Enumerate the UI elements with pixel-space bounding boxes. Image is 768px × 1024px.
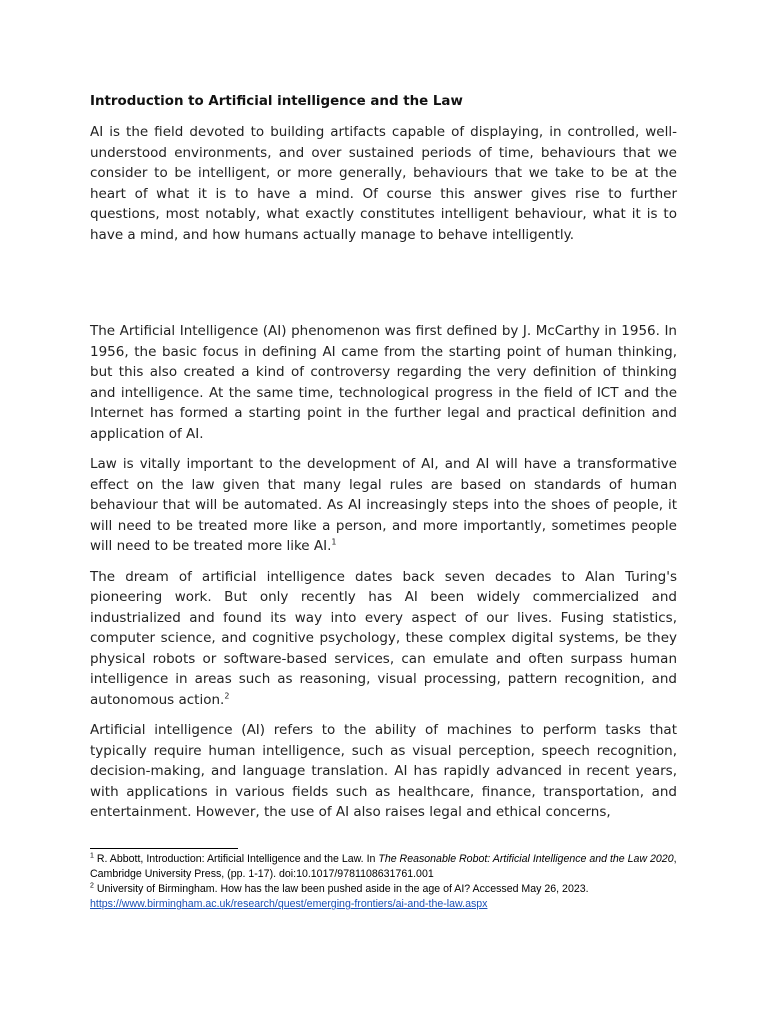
footnote-ref-2[interactable]: 2 bbox=[224, 691, 230, 700]
document-heading: Introduction to Artificial intelligence and the Law bbox=[90, 94, 463, 109]
paragraph-text: The dream of artificial intelligence dates back seven decades to Alan Turing's pioneering work. But only recently has AI been widely commercialized and industrialized and found its way into every aspect of our lives. Fusing statistics, computer science, and cognitive psychology, these complex digital systems, be they physical robots or software-based services, can emulate and often surpass human intelligence in areas such as reasoning, visual processing, pattern recognition, and autonomous action. bbox=[90, 568, 677, 708]
footnote-text: R. Abbott, Introduction: Artificial Intelligence and the Law. In bbox=[93, 853, 379, 865]
footnote-text: University of Birmingham. How has the law been pushed aside in the age of AI? Accessed May 26, 2023. bbox=[93, 883, 589, 895]
footnote-2 bbox=[90, 882, 690, 912]
footnote-link[interactable]: https://www.birmingham.ac.uk/research/quest/emerging-frontiers/ai-and-the-law.aspx bbox=[90, 898, 488, 910]
paragraph-turing bbox=[90, 567, 677, 711]
footnote-number: 1 bbox=[90, 852, 94, 860]
paragraph-law-importance bbox=[90, 454, 677, 557]
paragraph-text: Law is vitally important to the development of AI, and AI will have a transformative effect on the law given that many legal rules are based on standards of human behaviour that will be automated. As AI increasingly steps into the shoes of people, it will need to be treated more like a person, and more importantly, sometimes people will need to be treated more like AI. bbox=[90, 456, 677, 554]
footnote-text: , Cambridge University Press, (pp. 1-17). doi:10.1017/9781108631761.001 bbox=[90, 853, 677, 880]
footnote-separator bbox=[90, 848, 238, 849]
spacer bbox=[90, 255, 677, 321]
paragraph-text: The Artificial Intelligence (AI) phenomenon was first defined by J. McCarthy in 1956. In 1956, the basic focus in defining AI came from the starting point of human thinking, but this also created a kind of controversy regarding the very definition of thinking and intelligence. At the same time, technological progress in the field of ICT and the Internet has formed a starting point in the further legal and practical definition and application of AI. bbox=[90, 323, 677, 442]
paragraph-text: Artificial intelligence (AI) refers to the ability of machines to perform tasks that typically require human intelligence, such as visual perception, speech recognition, decision-making, and language translation. AI has rapidly advanced in recent years, with applications in various fields such as healthcare, finance, transportation, and entertainment. However, the use of AI also raises legal and ethical concerns, bbox=[90, 722, 677, 820]
paragraph-ai-definition bbox=[90, 122, 677, 245]
footnote-ref-1[interactable]: 1 bbox=[331, 537, 337, 547]
document-body bbox=[90, 92, 677, 833]
paragraph-text: AI is the field devoted to building artifacts capable of displaying, in controlled, well-understood environments, and over sustained periods of time, behaviours that we consider to be intelligent, or more generally, behaviours that we take to be at the heart of what it is to have a mind. Of course this answer gives rise to further questions, most notably, what exactly constitutes intelligent behaviour, what it is to have a mind, and how humans actually manage to behave intelligently. bbox=[90, 124, 677, 243]
footnotes bbox=[90, 852, 690, 912]
paragraph-ai-tasks bbox=[90, 720, 677, 823]
footnote-1 bbox=[90, 852, 690, 882]
paragraph-mccarthy bbox=[90, 321, 677, 444]
footnote-number: 2 bbox=[90, 882, 94, 890]
footnote-book-title: The Reasonable Robot: Artificial Intelligence and the Law 2020 bbox=[378, 853, 674, 865]
